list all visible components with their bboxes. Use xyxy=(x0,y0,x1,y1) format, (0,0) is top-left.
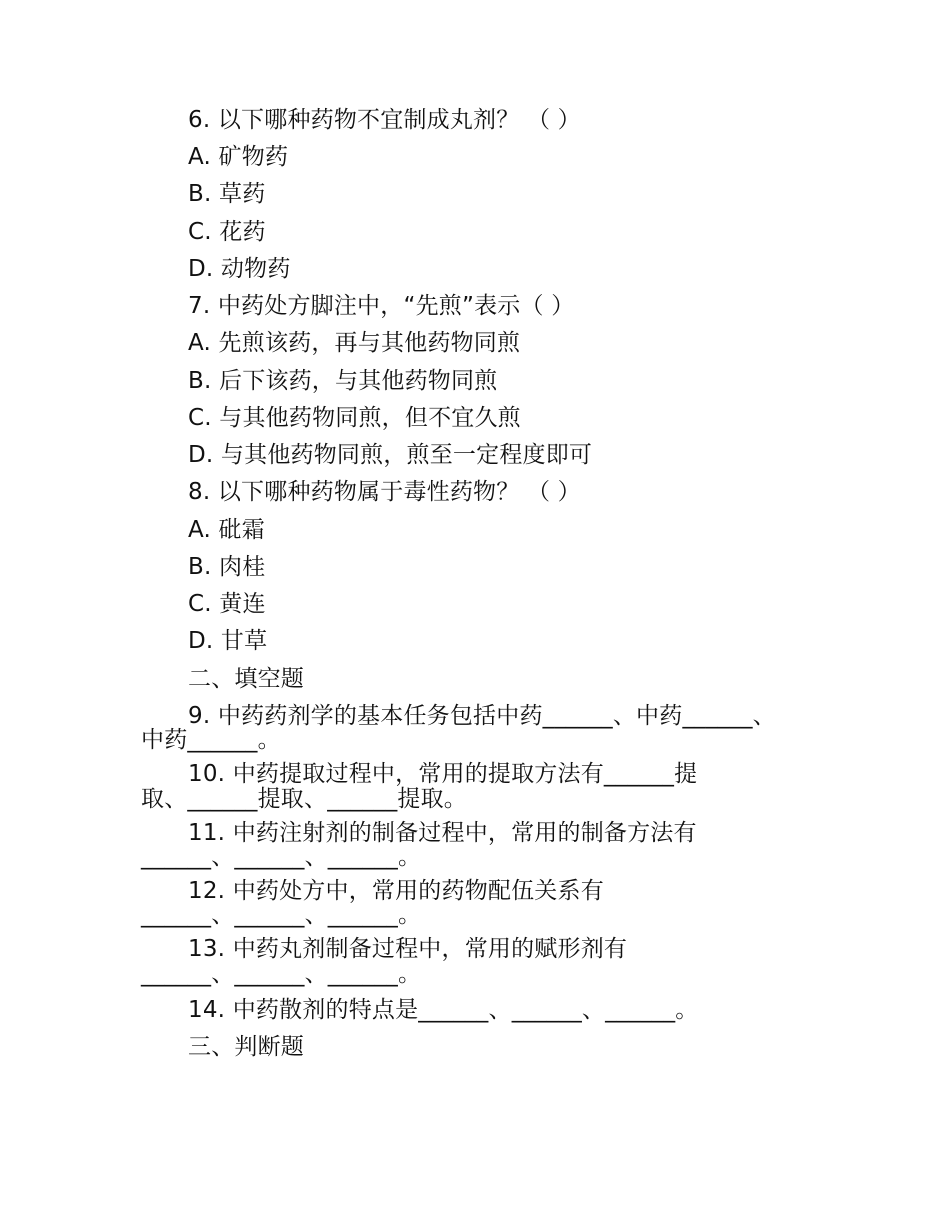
question-10-cont: 取、______提取、______提取。 xyxy=(141,786,467,812)
question-11: 11. 中药注射剂的制备过程中，常用的制备方法有 xyxy=(188,820,697,846)
question-11-cont: ______、______、______。 xyxy=(141,844,422,870)
question-12: 12. 中药处方中，常用的药物配伍关系有 xyxy=(188,878,604,904)
option-6c: C. 花药 xyxy=(188,219,266,245)
option-7c: C. 与其他药物同煎，但不宜久煎 xyxy=(188,405,521,431)
option-6d: D. 动物药 xyxy=(188,256,291,282)
question-9-cont: 中药______。 xyxy=(141,727,281,753)
question-9: 9. 中药药剂学的基本任务包括中药______、中药______、 xyxy=(188,703,776,729)
section-heading-true-false: 三、判断题 xyxy=(188,1034,304,1060)
question-8: 8. 以下哪种药物属于毒性药物？ （ ） xyxy=(188,479,581,505)
option-8c: C. 黄连 xyxy=(188,591,266,617)
question-7: 7. 中药处方脚注中，“先煎”表示（ ） xyxy=(188,293,575,319)
question-10: 10. 中药提取过程中，常用的提取方法有______提 xyxy=(188,761,698,787)
option-8b: B. 肉桂 xyxy=(188,554,266,580)
question-12-cont: ______、______、______。 xyxy=(141,902,422,928)
option-7d: D. 与其他药物同煎，煎至一定程度即可 xyxy=(188,442,593,468)
option-7a: A. 先煎该药，再与其他药物同煎 xyxy=(188,330,521,356)
question-13-cont: ______、______、______。 xyxy=(141,961,422,987)
question-13: 13. 中药丸剂制备过程中，常用的赋形剂有 xyxy=(188,936,628,962)
option-7b: B. 后下该药，与其他药物同煎 xyxy=(188,368,498,394)
option-6b: B. 草药 xyxy=(188,181,266,207)
option-8d: D. 甘草 xyxy=(188,628,268,654)
question-6: 6. 以下哪种药物不宜制成丸剂？ （ ） xyxy=(188,107,581,133)
option-8a: A. 砒霜 xyxy=(188,517,265,543)
option-6a: A. 矿物药 xyxy=(188,144,289,170)
section-heading-fill-blank: 二、填空题 xyxy=(188,666,304,692)
question-14: 14. 中药散剂的特点是______、______、______。 xyxy=(188,997,699,1023)
